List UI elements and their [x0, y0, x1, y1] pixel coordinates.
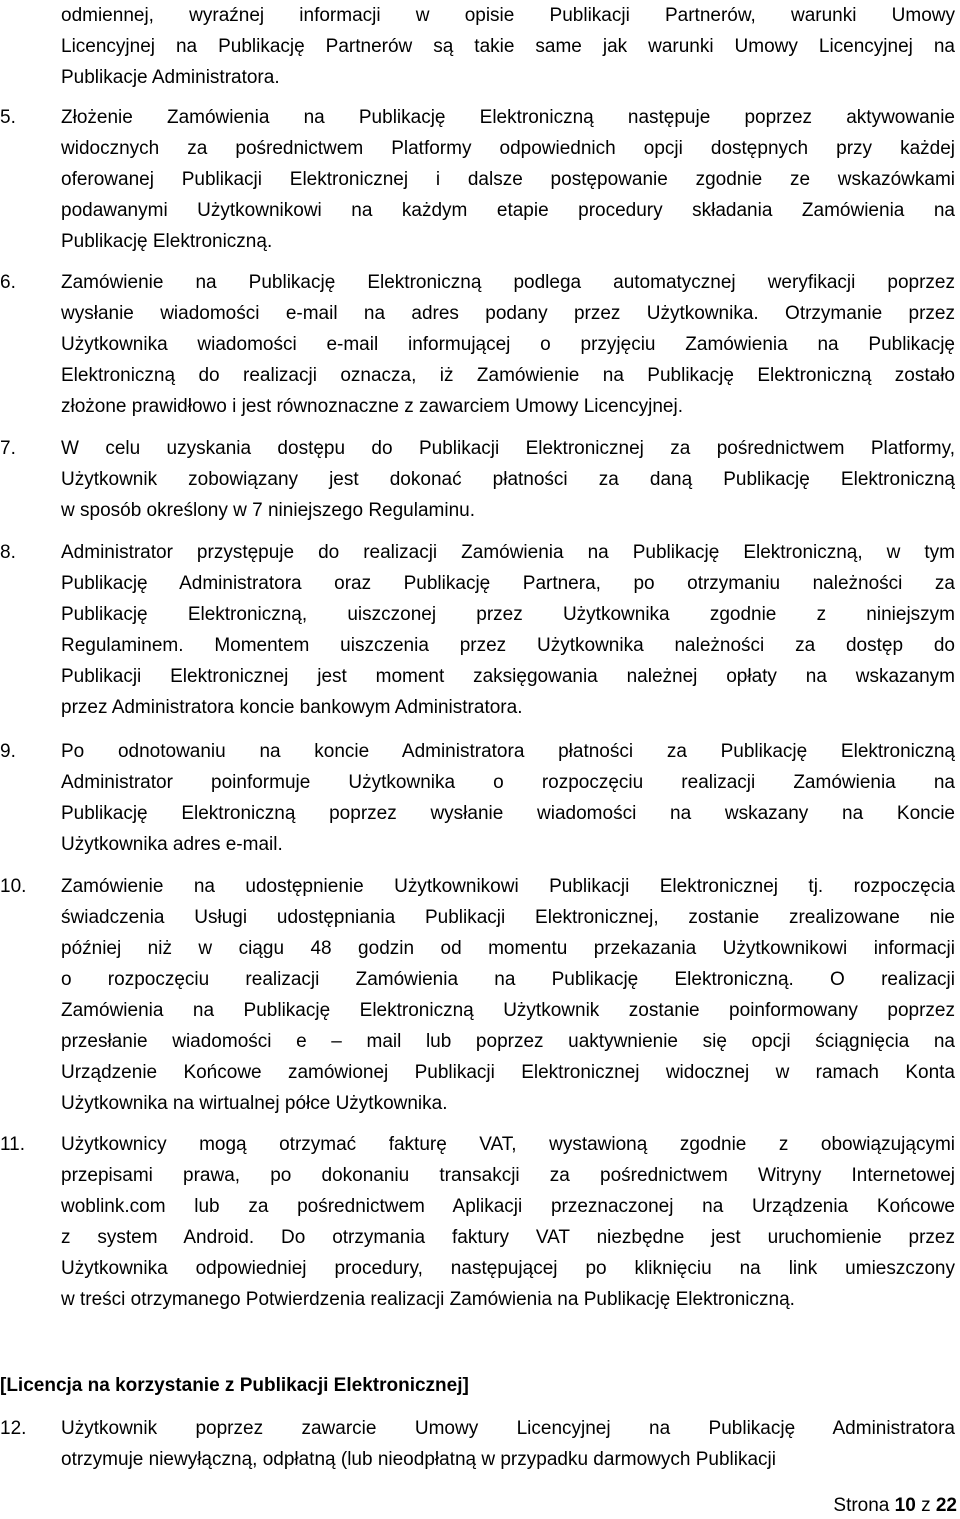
- paragraph-text: [61, 102, 955, 257]
- text-line: przesłanie wiadomości e – mail lub poprzez uaktywnienie się opcji ściągnięcia na: [61, 1031, 955, 1052]
- text-line: Licencyjnej na Publikację Partnerów są takie same jak warunki Umowy Licencyjnej na: [61, 36, 955, 57]
- text-line: Publikacje Administratora.: [61, 67, 280, 88]
- text-line: widocznych za pośrednictwem Platformy odpowiednich opcji dostępnych przy każdej: [61, 138, 955, 159]
- footer-total-pages: 22: [935, 1495, 957, 1516]
- text-line: Publikację Elektroniczną poprzez wysłanie wiadomości na wskazany na Koncie: [61, 803, 955, 824]
- text-line: przepisami prawa, po dokonaniu transakcji za pośrednictwem Witryny Internetowej: [61, 1165, 955, 1186]
- paragraph-text: [61, 0, 955, 93]
- paragraph-number: 9.: [0, 741, 16, 762]
- paragraph-number: 12.: [0, 1418, 27, 1439]
- text-line: Użytkownika adres e-mail.: [61, 834, 283, 855]
- paragraph-number: 6.: [0, 272, 16, 293]
- paragraph-number: 7.: [0, 438, 16, 459]
- paragraph-text: [61, 736, 955, 860]
- paragraph-text: [61, 1129, 955, 1315]
- text-line: Użytkownika na wirtualnej półce Użytkownika.: [61, 1093, 448, 1114]
- text-line: Zamówienie na udostępnienie Użytkownikowi Publikacji Elektronicznej tj. rozpoczęcia: [61, 876, 955, 897]
- paragraph-text: [61, 871, 955, 1119]
- text-line: w treści otrzymanego Potwierdzenia realizacji Zamówienia na Publikację Elektroniczną.: [61, 1289, 795, 1310]
- text-line: Użytkownicy mogą otrzymać fakturę VAT, wystawioną zgodnie z obowiązującymi: [61, 1134, 955, 1155]
- footer-current-page: 10: [894, 1495, 916, 1516]
- text-line: W celu uzyskania dostępu do Publikacji Elektronicznej za pośrednictwem Platformy,: [61, 438, 955, 459]
- text-line: Publikację Elektroniczną, uiszczonej przez Użytkownika zgodnie z niniejszym: [61, 604, 955, 625]
- footer-separator: z: [921, 1495, 931, 1516]
- text-line: Regulaminem. Momentem uiszczenia przez Użytkownika należności za dostęp do: [61, 635, 955, 656]
- text-line: przez Administratora koncie bankowym Administratora.: [61, 697, 523, 718]
- text-line: z system Android. Do otrzymania faktury VAT niezbędne jest uruchomienie przez: [61, 1227, 955, 1248]
- paragraph-text: [61, 433, 955, 526]
- text-line: w sposób określony w 7 niniejszego Regulaminu.: [61, 500, 476, 521]
- text-line: podawanymi Użytkownikowi na każdym etapie procedury składania Zamówienia na: [61, 200, 955, 221]
- text-line: oferowanej Publikacji Elektronicznej i dalsze postępowanie zgodnie ze wskazówkami: [61, 169, 955, 190]
- text-line: Użytkownika odpowiedniej procedury, następującej po kliknięciu na link umieszczony: [61, 1258, 955, 1279]
- text-line: Urządzenie Końcowe zamówionej Publikacji Elektronicznej widocznej w ramach Konta: [61, 1062, 955, 1083]
- text-line: Zamówienia na Publikację Elektroniczną Użytkownik zostanie poinformowany poprzez: [61, 1000, 955, 1021]
- text-line: Administrator przystępuje do realizacji Zamówienia na Publikację Elektroniczną, w tym: [61, 542, 955, 563]
- text-line: Po odnotowaniu na koncie Administratora płatności za Publikację Elektroniczną: [61, 741, 955, 762]
- text-line: Publikację Administratora oraz Publikację Partnera, po otrzymaniu należności za: [61, 573, 955, 594]
- text-line: Zamówienie na Publikację Elektroniczną podlega automatycznej weryfikacji poprzez: [61, 272, 955, 293]
- paragraph-number: 10.: [0, 876, 27, 897]
- text-line: Publikację Elektroniczną.: [61, 231, 273, 252]
- paragraph-text: [61, 1413, 955, 1475]
- text-line: odmiennej, wyraźnej informacji w opisie Publikacji Partnerów, warunki Umowy: [61, 5, 955, 26]
- text-line: woblink.com lub za pośrednictwem Aplikacji przeznaczonej na Urządzenia Końcowe: [61, 1196, 955, 1217]
- text-line: Użytkownik poprzez zawarcie Umowy Licencyjnej na Publikację Administratora: [61, 1418, 955, 1439]
- text-line: Elektroniczną do realizacji oznacza, iż Zamówienie na Publikację Elektroniczną zostało: [61, 365, 955, 386]
- page-footer: [833, 1493, 957, 1519]
- text-line: otrzymuje niewyłączną, odpłatną (lub nieodpłatną w przypadku darmowych Publikacji: [61, 1449, 776, 1470]
- paragraph-text: [61, 537, 955, 723]
- text-line: Administrator poinformuje Użytkownika o rozpoczęciu realizacji Zamówienia na: [61, 772, 955, 793]
- text-line: Publikacji Elektronicznej jest moment zaksięgowania należnej opłaty na wskazanym: [61, 666, 955, 687]
- text-line: Użytkownika wiadomości e-mail informującej o przyjęciu Zamówienia na Publikację: [61, 334, 955, 355]
- text-line: wysłanie wiadomości e-mail na adres podany przez Użytkownika. Otrzymanie przez: [61, 303, 955, 324]
- text-line: o rozpoczęciu realizacji Zamówienia na Publikację Elektroniczną. O realizacji: [61, 969, 955, 990]
- paragraph-number: 8.: [0, 542, 16, 563]
- text-line: Złożenie Zamówienia na Publikację Elektroniczną następuje poprzez aktywowanie: [61, 107, 955, 128]
- section-heading: [Licencja na korzystanie z Publikacji Elektronicznej]: [0, 1375, 469, 1396]
- paragraph-text: [61, 267, 955, 422]
- text-line: później niż w ciągu 48 godzin od momentu przekazania Użytkownikowi informacji: [61, 938, 955, 959]
- paragraph-number: 11.: [0, 1134, 26, 1155]
- text-line: Użytkownik zobowiązany jest dokonać płatności za daną Publikację Elektroniczną: [61, 469, 955, 490]
- footer-label: Strona: [833, 1495, 890, 1516]
- text-line: świadczenia Usługi udostępniania Publikacji Elektronicznej, zostanie zrealizowane nie: [61, 907, 955, 928]
- text-line: złożone prawidłowo i jest równoznaczne z zawarciem Umowy Licencyjnej.: [61, 396, 683, 417]
- paragraph-number: 5.: [0, 107, 16, 128]
